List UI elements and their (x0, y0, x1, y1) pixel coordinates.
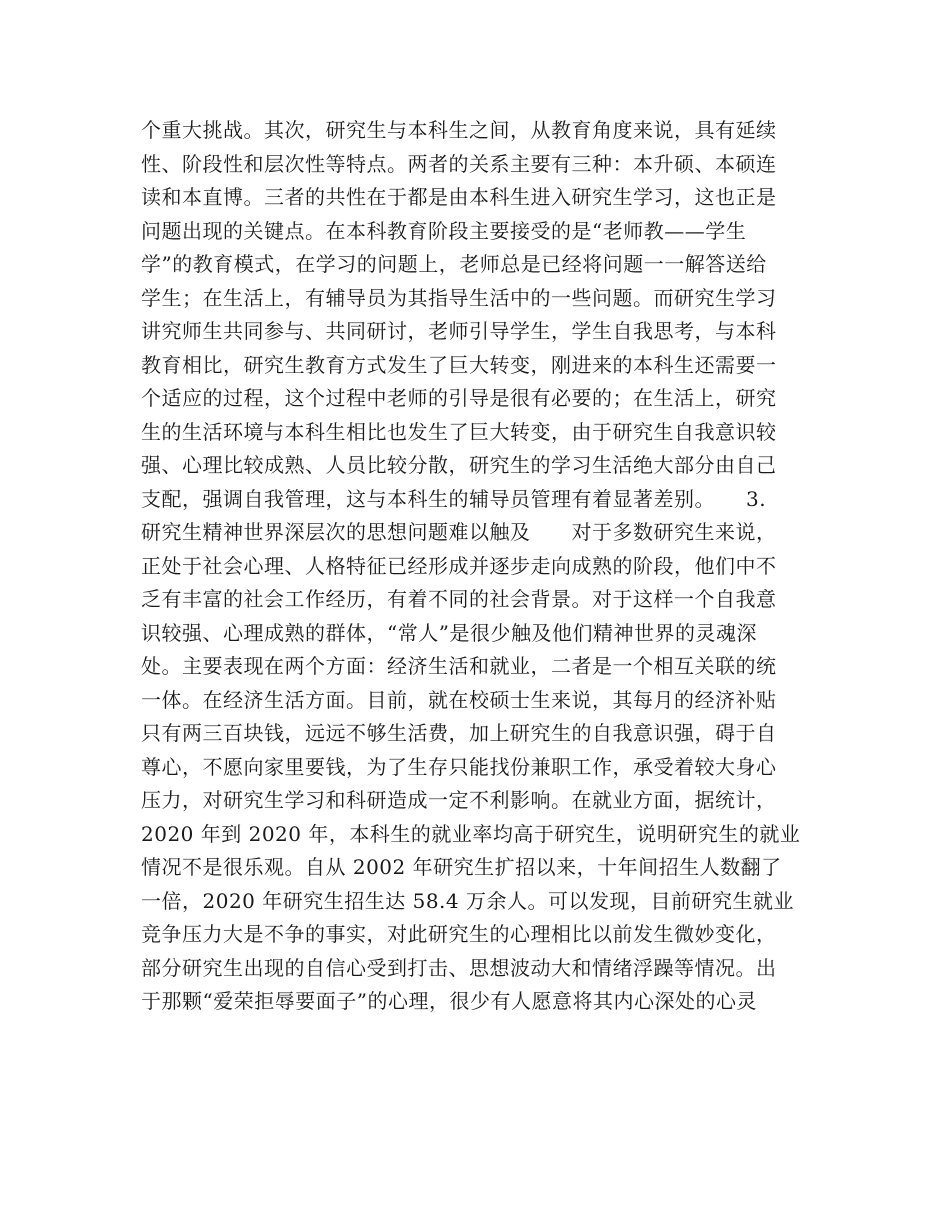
text-line: 竞争压力大是不争的事实，对此研究生的心理相比以前发生微妙变化， (141, 922, 777, 946)
text-line: 个适应的过程，这个过程中老师的引导是很有必要的；在生活上，研究 (141, 386, 777, 410)
body-text (141, 114, 841, 1019)
text-line: 个重大挑战。其次，研究生与本科生之间，从教育角度来说，具有延续 (141, 118, 777, 142)
text-line: 问题出现的关键点。在本科教育阶段主要接受的是“老师教——学生 (141, 218, 747, 243)
text-line: 乏有丰富的社会工作经历，有着不同的社会背景。对于这样一个自我意 (141, 587, 777, 611)
text-line: 正处于社会心理、人格特征已经形成并逐步走向成熟的阶段，他们中不 (141, 553, 777, 578)
text-line: 教育相比，研究生教育方式发生了巨大转变，刚进来的本科生还需要一 (141, 352, 777, 377)
text-line: 读和本直博。三者的共性在于都是由本科生进入研究生学习，这也正是 (141, 185, 777, 209)
text-line: 压力，对研究生学习和科研造成一定不利影响。在就业方面，据统计， (141, 788, 777, 812)
text-line: 部分研究生出现的自信心受到打击、思想波动大和情绪浮躁等情况。出 (141, 955, 777, 980)
text-line: 一倍，2020 年研究生招生达 58.4 万余人。可以发现，目前研究生就业 (141, 888, 795, 913)
text-line: 讲究师生共同参与、共同研讨，老师引导学生，学生自我思考，与本科 (141, 319, 777, 343)
text-line: 只有两三百块钱，远远不够生活费，加上研究生的自我意识强，碍于自 (141, 721, 777, 745)
text-line: 2020 年到 2020 年，本科生的就业率均高于研究生，说明研究生的就业 (141, 821, 801, 846)
text-line: 处。主要表现在两个方面：经济生活和就业，二者是一个相互关联的统 (141, 654, 777, 678)
text-line: 强、心理比较成熟、人员比较分散，研究生的学习生活绝大部分由自己 (141, 453, 777, 477)
text-line: 尊心，不愿向家里要钱，为了生存只能找份兼职工作，承受着较大身心 (141, 754, 777, 779)
text-line: 于那颗“爱荣拒辱要面子”的心理，很少有人愿意将其内心深处的心灵 (141, 989, 757, 1013)
text-line: 学”的教育模式，在学习的问题上，老师总是已经将问题一一解答送给 (141, 252, 767, 276)
text-line: 学生；在生活上，有辅导员为其指导生活中的一些问题。而研究生学习 (141, 285, 777, 310)
text-line: 生的生活环境与本科生相比也发生了巨大转变，由于研究生自我意识较 (141, 419, 777, 444)
text-line: 支配，强调自我管理，这与本科生的辅导员管理有着显著差别。 3. (141, 486, 767, 511)
text-line: 情况不是很乐观。自从 2002 年研究生扩招以来，十年间招生人数翻了 (141, 855, 782, 879)
text-line: 识较强、心理成熟的群体，“常人”是很少触及他们精神世界的灵魂深 (141, 620, 757, 645)
text-line: 研究生精神世界深层次的思想问题难以触及 对于多数研究生来说， (141, 520, 777, 544)
text-line: 一体。在经济生活方面。目前，就在校硕士生来说，其每月的经济补贴 (141, 687, 777, 712)
text-line: 性、阶段性和层次性等特点。两者的关系主要有三种：本升硕、本硕连 (141, 151, 777, 176)
